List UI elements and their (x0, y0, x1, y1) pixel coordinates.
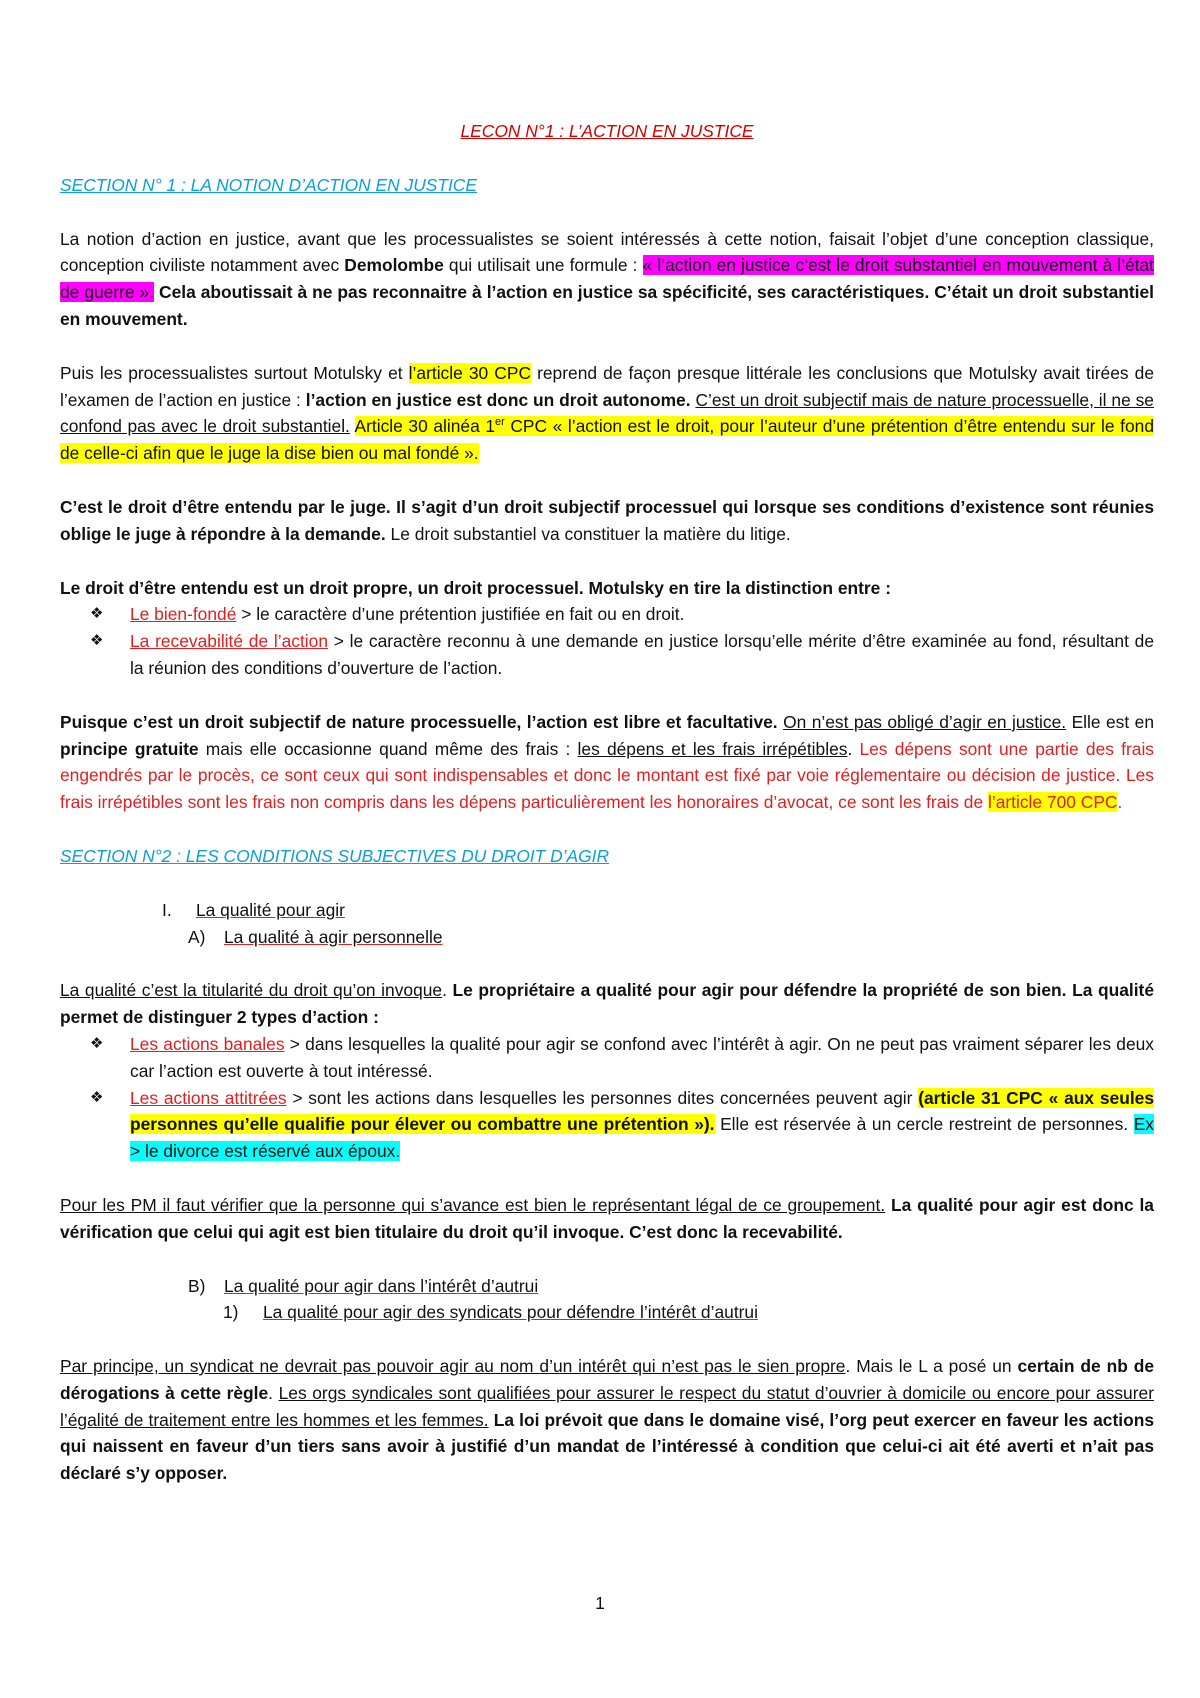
page-number: 1 (595, 1593, 605, 1613)
section-1-heading: SECTION N° 1 : LA NOTION D’ACTION EN JUSTICE (60, 174, 477, 195)
distinction-list (60, 601, 1154, 681)
paragraph-notion: La notion d’action en justice, avant que les processualistes se soient intéressés à cette notion, faisait l’objet d’une conception classique, conception civiliste notamment avec Demolombe qui utilisait une formule : « l’action en justice c’est le droit substantiel en mouvement à l’état de guerre ». Cela aboutissait à ne pas reconnaitre à l’action en justice sa spécificité, ses caractéristiques. C’était un droit substantiel en mouvement. (60, 228, 1154, 329)
list-item: ❖ Les actions banales > dans lesquelles la qualité pour agir se confond avec l’intérêt à agir. On ne peut pas vraiment séparer les deux car l’action est ouverte à tout intéressé. (130, 1031, 1154, 1085)
paragraph-motulsky: Puis les processualistes surtout Motulsky et l’article 30 CPC reprend de façon presque littérale les conclusions que Motulsky avait tirées de l’examen de l’action en justice : l’action en justice est donc un droit autonome. C’est un droit subjectif mais de nature processuelle, il ne se confond pas avec le droit substantiel. Article 30 alinéa 1er CPC « l’action est le droit, pour l’auteur d’une prétention d’être entendu sur le fond de celle-ci afin que le juge la dise bien ou mal fondé ». (60, 362, 1155, 464)
paragraph-personnes-morales: Pour les PM il faut vérifier que la personne qui s’avance est bien le représentant légal de ce groupement. La qualité pour agir est donc la vérification que celui qui agit est bien titulaire du droit qu’il invoque. C’est donc la recevabilité. (60, 1194, 1154, 1242)
heading-qualite-pour-agir: I. La qualité pour agir (162, 899, 345, 920)
section-2-heading: SECTION N°2 : LES CONDITIONS SUBJECTIVES DU DROIT D’AGIR (60, 845, 610, 866)
heading-interet-autrui: B) La qualité pour agir dans l’intérêt d’autrui (188, 1275, 539, 1296)
heading-syndicats: 1) La qualité pour agir des syndicats pour défendre l’intérêt d’autrui (223, 1302, 758, 1323)
lesson-title: LECON N°1 : L’ACTION EN JUSTICE (460, 121, 754, 141)
list-item: ❖ Les actions attitrées > sont les actions dans lesquelles les personnes dites concernées peuvent agir (article 31 CPC « aux seules personnes qu’elle qualifie pour élever ou combattre une prétention »). Elle est réservée à un cercle restreint de personnes. Ex > le divorce est réservé aux époux. (130, 1085, 1154, 1165)
heading-qualite-personnelle: A) La qualité à agir personnelle (188, 926, 443, 947)
paragraph-syndicat: Par principe, un syndicat ne devrait pas pouvoir agir au nom d’un intérêt qui n’est pas le sien propre. Mais le L a posé un certain de nb de dérogations à cette règle. Les orgs syndicales sont qualifiées pour assurer le respect du statut d’ouvrier à domicile ou encore pour assurer l’égalité de traitement entre les hommes et les femmes. La loi prévoit que dans le domaine visé, l’org peut exercer en faveur les actions qui naissent en faveur d’un tiers sans avoir à justifié d’un mandat de l’intéressé à condition que celui-ci ait été averti et n’ait pas déclaré s’y opposer. (60, 1356, 1154, 1484)
paragraph-droit-entendu: C’est le droit d’être entendu par le juge. Il s’agit d’un droit subjectif processuel qui lorsque ses conditions d’existence sont réunies oblige le juge à répondre à la demande. Le droit substantiel va constituer la matière du litige. (60, 496, 1154, 544)
paragraph-titularite: La qualité c’est la titularité du droit qu’on invoque. Le propriétaire a qualité pour agir pour défendre la propriété de son bien. La qualité permet de distinguer 2 types d’action : (60, 980, 1154, 1028)
divorce-example-highlight: Ex > le divorce est réservé aux époux. (130, 1114, 1154, 1162)
list-item: ❖ La recevabilité de l’action > le caractère reconnu à une demande en justice lorsqu’elle mérite d’être examinée au fond, résultant de la réunion des conditions d’ouverture de l’action. (130, 628, 1154, 682)
list-item: ❖ Le bien-fondé > le caractère d’une prétention justifiée en fait ou en droit. (130, 601, 1154, 628)
demolombe-quote: « l’action en justice c’est le droit substantiel en mouvement à l’état de guerre ». (60, 255, 1154, 303)
article-700-highlight: l’article 700 CPC (987, 792, 1118, 813)
paragraph-distinction: Le droit d’être entendu est un droit propre, un droit processuel. Motulsky en tire la distinction entre : (60, 577, 891, 598)
article-31-highlight: (article 31 CPC « aux seules personnes qu’elle qualifie pour élever ou combattre une prétention »). (130, 1087, 1154, 1135)
article-30-highlight: l’article 30 CPC (408, 362, 532, 383)
action-types-list (60, 1031, 1154, 1165)
article-30-quote: Article 30 alinéa 1er CPC « l’action est le droit, pour l’auteur d’une prétention d’être entendu sur le fond de celle-ci afin que le juge la dise bien ou mal fondé ». (60, 416, 1155, 464)
paragraph-libre-facultative: Puisque c’est un droit subjectif de nature processuelle, l’action est libre et facultative. On n’est pas obligé d’agir en justice. Elle est en principe gratuite mais elle occasionne quand même des frais : les dépens et les frais irrépétibles. Les dépens sont une partie des frais engendrés par le procès, ce sont ceux qui sont indispensables et donc le montant est fixé par voie réglementaire ou décision de justice. Les frais irrépétibles sont les frais non compris dans les dépens particulièrement les honoraires d’avocat, ce sont les frais de l’article 700 CPC. (60, 711, 1155, 813)
